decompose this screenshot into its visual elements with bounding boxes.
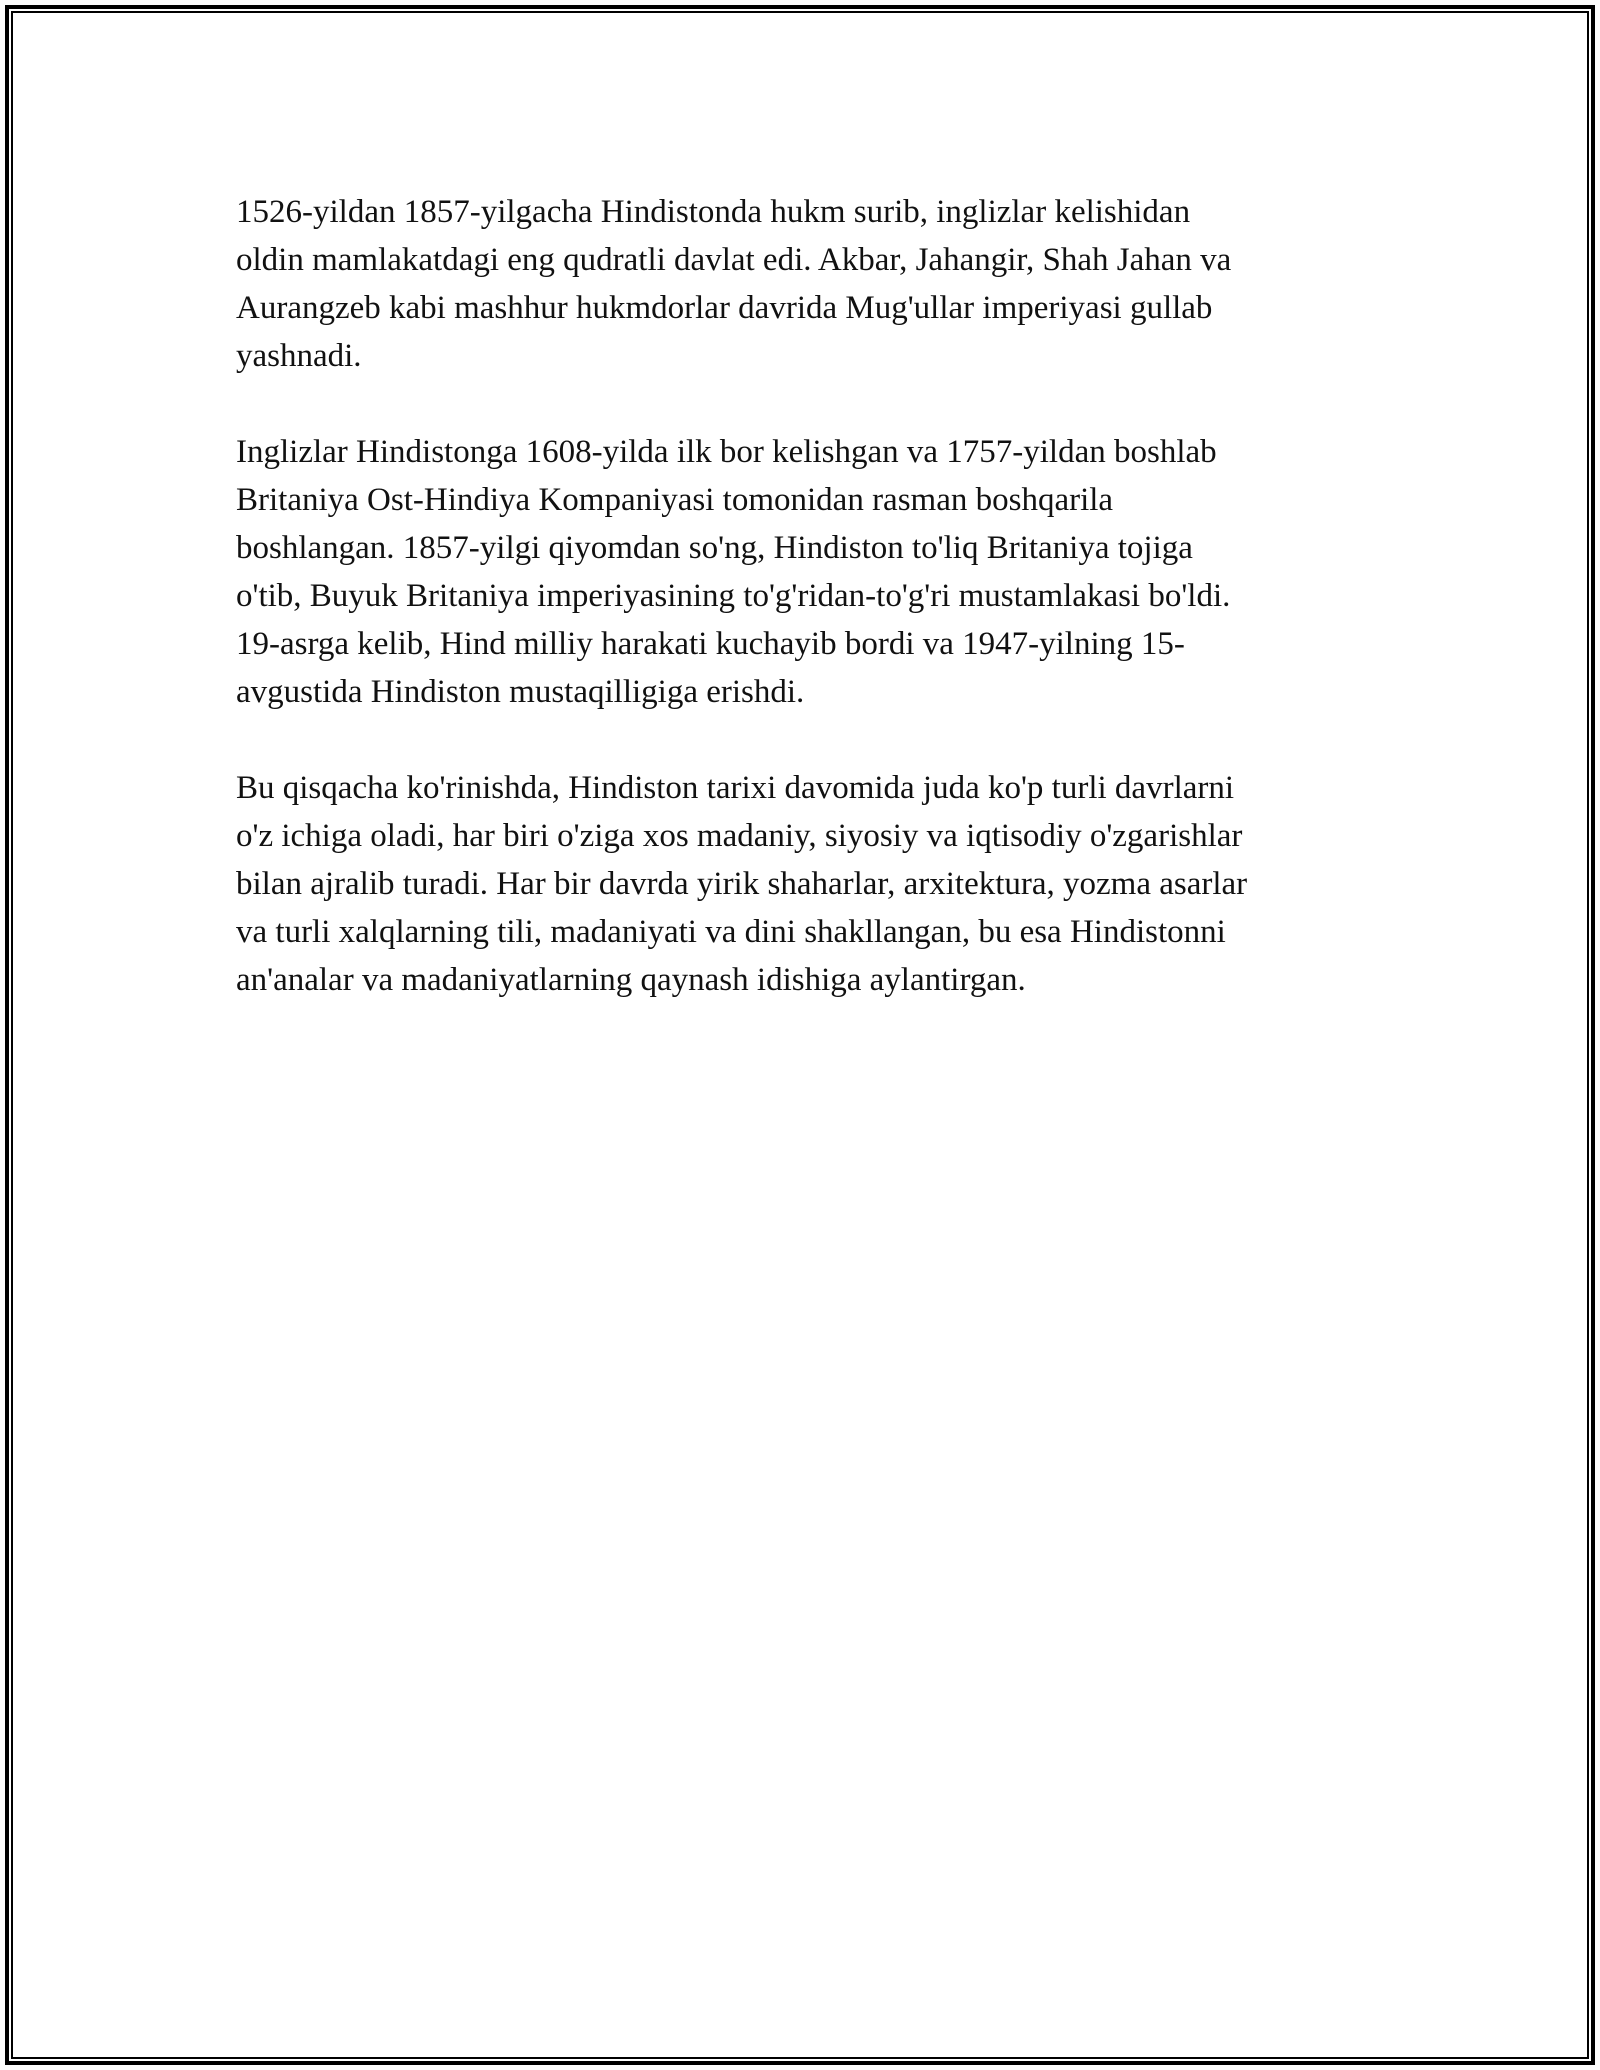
- text-line: o'tib, Buyuk Britaniya imperiyasining to'g'ridan-to'g'ri mustamlakasi bo'ldi.: [236, 578, 1231, 614]
- text-line: Britaniya Ost-Hindiya Kompaniyasi tomonidan rasman boshqarila: [236, 482, 1114, 518]
- text-line: o'z ichiga oladi, har biri o'ziga xos madaniy, siyosiy va iqtisodiy o'zgarishlar: [236, 818, 1243, 854]
- text-line: bilan ajralib turadi. Har bir davrda yirik shaharlar, arxitektura, yozma asarlar: [236, 866, 1248, 902]
- text-line: an'analar va madaniyatlarning qaynash idishiga aylantirgan.: [236, 962, 1026, 998]
- text-line: yashnadi.: [236, 338, 362, 374]
- text-line: Bu qisqacha ko'rinishda, Hindiston tarixi davomida juda ko'p turli davrlarni: [236, 770, 1235, 806]
- text-line: 1526-yildan 1857-yilgacha Hindistonda hukm surib, inglizlar kelishidan: [236, 194, 1191, 230]
- text-line: Aurangzeb kabi mashhur hukmdorlar davrida Mug'ullar imperiyasi gullab: [236, 290, 1213, 326]
- text-line: Inglizlar Hindistonga 1608-yilda ilk bor kelishgan va 1757-yildan boshlab: [236, 434, 1217, 470]
- text-line: boshlangan. 1857-yilgi qiyomdan so'ng, Hindiston to'liq Britaniya tojiga: [236, 530, 1193, 566]
- paragraph-british-rule: [236, 428, 1366, 716]
- text-line: va turli xalqlarning tili, madaniyati va dini shakllangan, bu esa Hindistonni: [236, 914, 1226, 950]
- document-body: [236, 188, 1366, 1052]
- text-line: oldin mamlakatdagi eng qudratli davlat edi. Akbar, Jahangir, Shah Jahan va: [236, 242, 1232, 278]
- text-line: 19-asrga kelib, Hind milliy harakati kuchayib bordi va 1947-yilning 15-: [236, 626, 1185, 662]
- text-line: avgustida Hindiston mustaqilligiga erishdi.: [236, 674, 805, 710]
- paragraph-summary: [236, 764, 1366, 1004]
- paragraph-mughal-empire: [236, 188, 1366, 380]
